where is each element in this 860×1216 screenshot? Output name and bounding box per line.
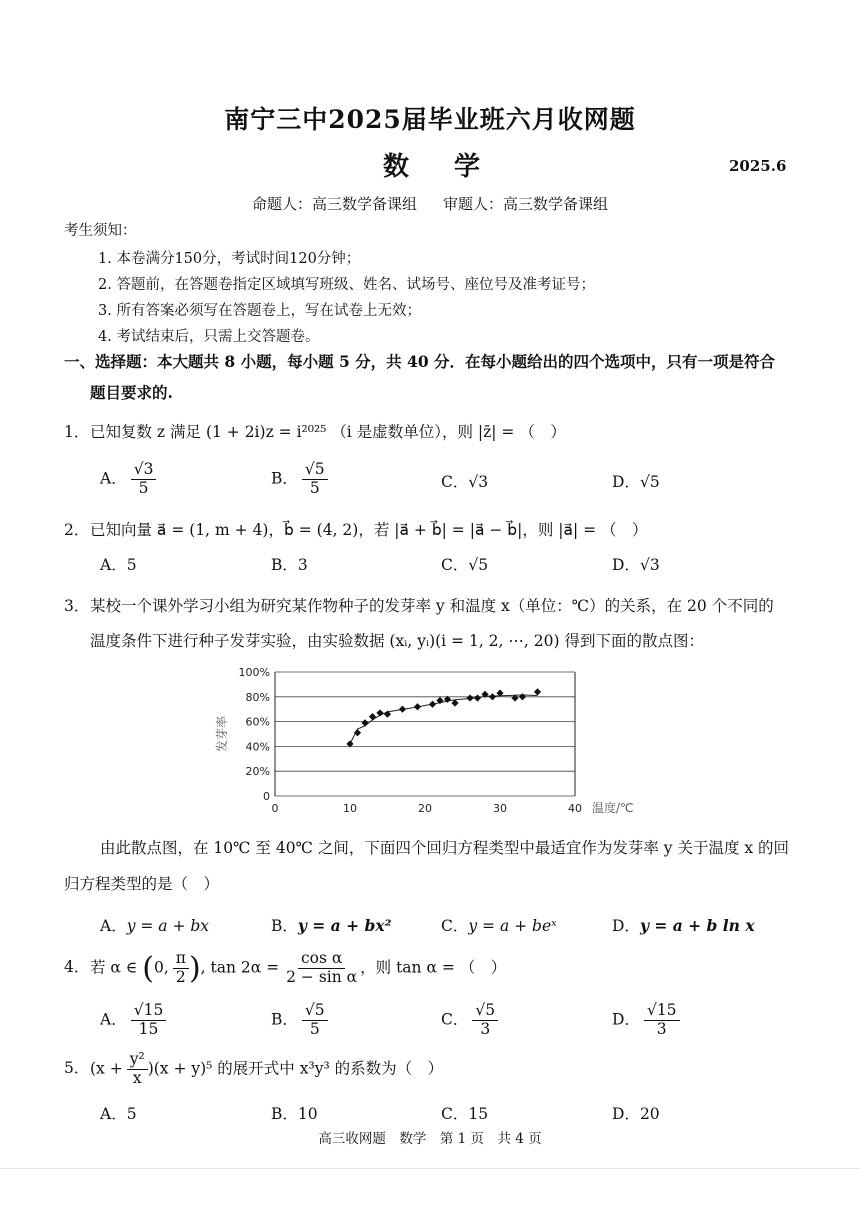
y-tick-label: 100% — [238, 666, 270, 679]
fraction — [131, 1002, 167, 1039]
fraction-denominator: 3 — [480, 1019, 491, 1038]
option-label: D． — [612, 917, 640, 935]
x-tick-label: 0 — [271, 802, 279, 815]
q5-option-a — [100, 1102, 137, 1124]
y-tick-label: 40% — [245, 740, 270, 754]
option-label: A． — [100, 469, 127, 488]
left-paren: ( — [142, 950, 154, 986]
option-label: B． — [271, 469, 298, 488]
x-tick-label: 30 — [493, 802, 507, 815]
page-bottom-divider — [0, 1168, 860, 1169]
author-line — [0, 193, 860, 214]
q5-option-d — [612, 1102, 660, 1124]
question-3-stem-line2: 温度条件下进行种子发芽实验，由实验数据 (xᵢ, yᵢ)(i = 1, 2, ⋯, 20) 得到下面的散点图： — [90, 632, 704, 650]
y-tick-label: 0 — [263, 790, 270, 803]
notice-item: 2. 答题前，在答题卷指定区域填写班级、姓名、试场号、座位号及准考证号； — [98, 277, 595, 293]
reviewer-label: 审题人：高三数学备课组 — [443, 195, 609, 213]
y-tick-label: 80% — [245, 690, 270, 704]
option-text: 5 — [126, 1105, 137, 1123]
q3-option-d — [612, 914, 755, 936]
exam-title: 南宁三中2025届毕业班六月收网题 — [224, 105, 636, 134]
q5-option-c — [441, 1102, 488, 1124]
q4-option-c — [441, 1002, 498, 1039]
option-label: D． — [612, 556, 640, 574]
interval-start: 0, — [153, 958, 169, 977]
notice-item: 1. 本卷满分150分，考试时间120分钟； — [98, 251, 361, 267]
option-label: A． — [100, 1010, 127, 1029]
q3-option-c — [441, 914, 557, 936]
option-label: A． — [100, 556, 127, 574]
q3-option-a — [100, 914, 209, 936]
notice-heading: 考生须知： — [64, 223, 137, 239]
fraction — [302, 1002, 328, 1039]
q1-option-a — [100, 461, 156, 498]
scatter-chart — [200, 660, 680, 820]
option-text: y = a + bx² — [297, 916, 392, 935]
fraction-denominator: 2 − sin α — [286, 967, 358, 986]
question-text: 某校一个课外学习小组为研究某作物种子的发芽率 y 和温度 x（单位：℃）的关系，在 20 个不同的 — [90, 597, 774, 615]
q2-option-c — [441, 553, 488, 575]
right-paren: ) — [188, 950, 201, 986]
data-point — [354, 729, 361, 736]
question-3-stem-line4: 归方程类型的是（ ） — [64, 875, 220, 893]
option-text: √3 — [639, 556, 660, 574]
question-text: 若 α ∈ — [90, 958, 138, 977]
fraction — [283, 950, 360, 987]
option-text: y = a + bx — [126, 917, 210, 935]
question-number: 5． — [64, 1059, 90, 1078]
option-label: B． — [271, 1010, 298, 1029]
fraction — [127, 1051, 148, 1088]
question-text: 已知复数 z 满足 (1 + 2i)z = i²⁰²⁵ （i 是虚数单位），则 |z̄| = （ ） — [90, 423, 566, 441]
trend-line — [350, 695, 538, 744]
data-point — [369, 713, 376, 720]
data-point — [489, 693, 496, 700]
q3-option-b — [271, 914, 391, 936]
option-label: C． — [441, 473, 469, 491]
fraction-denominator: 5 — [309, 478, 320, 497]
fraction-denominator: 5 — [309, 1019, 320, 1038]
y-axis-label: 发芽率 — [215, 715, 229, 753]
y-tick-label: 60% — [245, 715, 270, 729]
option-label: B． — [271, 556, 298, 574]
fraction — [472, 1002, 498, 1039]
question-1-stem — [64, 420, 566, 442]
question-text: ，则 tan α = （ ） — [360, 958, 507, 977]
q5-option-b — [271, 1102, 318, 1124]
fraction-denominator: 15 — [138, 1019, 159, 1038]
option-text: y = a + b ln x — [639, 916, 755, 935]
data-point — [429, 701, 436, 708]
q4-option-a — [100, 1002, 166, 1039]
question-number: 1． — [64, 423, 90, 441]
chart-labels — [214, 666, 634, 815]
option-label: D． — [612, 1010, 640, 1029]
chart-grid — [275, 672, 575, 796]
fraction-numerator: √5 — [472, 1002, 498, 1021]
data-point — [534, 688, 541, 695]
option-label: A． — [100, 1105, 127, 1123]
fraction — [131, 461, 157, 498]
option-text: 10 — [297, 1105, 318, 1123]
exam-date: 2025.6 — [729, 157, 787, 175]
section-heading-line2: 题目要求的. — [90, 383, 173, 402]
question-text: )(x + y)⁵ 的展开式中 x³y³ 的系数为（ ） — [147, 1059, 444, 1078]
q2-option-b — [271, 553, 308, 575]
question-number: 4． — [64, 958, 90, 977]
fraction — [644, 1002, 680, 1039]
fraction-denominator: 5 — [138, 478, 149, 497]
q1-option-c — [441, 470, 488, 492]
data-point — [376, 709, 383, 716]
option-label: C． — [441, 556, 469, 574]
option-label: D． — [612, 473, 640, 491]
option-text: √3 — [468, 473, 489, 491]
option-label: B． — [271, 917, 298, 935]
question-number: 2． — [64, 521, 90, 539]
question-4-stem — [64, 950, 506, 987]
data-point — [399, 706, 406, 713]
question-2-stem — [64, 518, 648, 540]
option-text: √5 — [639, 473, 660, 491]
x-tick-label: 20 — [418, 802, 432, 815]
fraction-numerator: π — [173, 950, 189, 969]
question-5-stem — [64, 1051, 443, 1088]
q1-option-d — [612, 470, 660, 492]
data-point — [361, 719, 368, 726]
chart-axes — [275, 672, 575, 796]
fraction-denominator: 2 — [175, 967, 186, 986]
x-axis-label: 温度/℃ — [592, 801, 634, 815]
q1-option-b — [271, 461, 328, 498]
fraction-numerator: √5 — [302, 1002, 328, 1021]
fraction-numerator: √15 — [131, 1002, 167, 1021]
x-tick-label: 10 — [343, 802, 357, 815]
data-point — [474, 694, 481, 701]
option-label: C． — [441, 917, 469, 935]
setter-label: 命题人：高三数学备课组 — [251, 195, 417, 213]
option-label: D． — [612, 1105, 640, 1123]
option-text: √5 — [468, 556, 489, 574]
option-text: 20 — [639, 1105, 660, 1123]
fraction — [173, 950, 189, 987]
question-number: 3． — [64, 597, 90, 615]
fraction-numerator: √3 — [131, 461, 157, 480]
fraction-denominator: 3 — [656, 1019, 667, 1038]
y-tick-label: 20% — [245, 765, 270, 779]
fraction-numerator: √15 — [644, 1002, 680, 1021]
x-tick-label: 40 — [568, 802, 582, 815]
fraction-numerator: cos α — [298, 950, 345, 969]
trend-curve — [350, 695, 538, 744]
subject-heading: 数 学 — [383, 152, 499, 182]
option-text: 5 — [126, 556, 137, 574]
q2-option-a — [100, 553, 137, 575]
question-3-stem-line1 — [64, 594, 774, 616]
fraction — [302, 461, 328, 498]
question-text: 已知向量 a⃗ = (1, m + 4)，b⃗ = (4, 2)，若 |a⃗ + b⃗| = |a⃗ − b⃗|，则 |a⃗| = （ ） — [90, 521, 648, 539]
q4-option-d — [612, 1002, 680, 1039]
data-point — [519, 693, 526, 700]
fraction-numerator: y² — [127, 1051, 148, 1070]
question-text: (x + — [90, 1059, 123, 1078]
fraction-denominator: x — [132, 1068, 142, 1087]
fraction-numerator: √5 — [302, 461, 328, 480]
option-text: y = a + beˣ — [468, 917, 557, 935]
question-text: , tan 2α = — [200, 958, 280, 977]
notice-item: 4. 考试结束后，只需上交答题卷。 — [98, 329, 320, 345]
option-label: A． — [100, 917, 127, 935]
question-3-stem-line3: 由此散点图，在 10℃ 至 40℃ 之间，下面四个回归方程类型中最适宜作为发芽率 y 关于温度 x 的回 — [100, 839, 790, 857]
notice-item: 3. 所有答案必须写在答题卷上，写在试卷上无效； — [98, 303, 421, 319]
data-point — [466, 694, 473, 701]
option-label: C． — [441, 1105, 469, 1123]
section-heading-line1: 一、选择题：本大题共 8 小题，每小题 5 分，共 40 分．在每小题给出的四个选项中，只有一项是符合 — [64, 352, 776, 371]
q4-option-b — [271, 1002, 328, 1039]
option-text: 3 — [297, 556, 308, 574]
option-text: 15 — [468, 1105, 489, 1123]
page-footer: 高三收网题 数学 第 1 页 共 4 页 — [318, 1131, 542, 1147]
q2-option-d — [612, 553, 660, 575]
data-point — [414, 703, 421, 710]
option-label: C． — [441, 1010, 469, 1029]
option-label: B． — [271, 1105, 298, 1123]
